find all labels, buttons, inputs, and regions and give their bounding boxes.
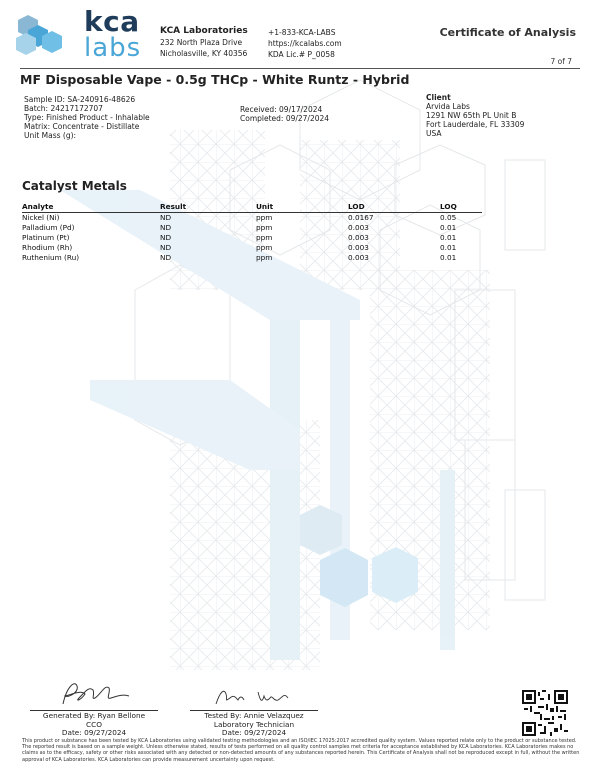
cell-loq: 0.01 — [440, 233, 457, 242]
client-country: USA — [426, 129, 442, 138]
client-address1: 1291 NW 65th PL Unit B — [426, 111, 517, 120]
received-date: Received: 09/17/2024 — [240, 105, 323, 114]
client-label: Client — [426, 93, 451, 102]
col-loq: LOQ — [440, 201, 482, 213]
lab-address-block — [160, 26, 248, 59]
signature-ryan-bellone — [55, 676, 135, 708]
cell-unit: ppm — [256, 223, 273, 232]
cell-unit: ppm — [256, 253, 273, 262]
logo-kca-text: kca — [84, 5, 140, 38]
footer-disclaimer: This product or substance has been tested by KCA Laboratories using validated testing methodologies and an ISO/IEC 17025:2017 accredited quality system. Values reported relate only to the product or substance tested. The reported result is based on a sample weight. Unless otherwise stated, results of tests performed on all quality control samples met criteria for acceptance established by KCA Laboratories. KCA Laboratories makes no claims as to the efficacy, safety or other risks associated with any detected or non-detected amounts of any substances reported herein. This Certificate of Analysis shall not be reproduced except in full, without the written approval of KCA Laboratories. KCA Laboratories can provide measurement uncertainty upon request. — [22, 738, 580, 763]
cell-result: ND — [160, 233, 172, 242]
client-address2: Fort Lauderdale, FL 33309 — [426, 120, 525, 129]
document-title: Certificate of Analysis — [439, 26, 576, 39]
cell-unit: ppm — [256, 213, 273, 222]
page-number: 7 of 7 — [550, 57, 572, 66]
catalyst-metals-table — [22, 201, 482, 263]
cell-loq: 0.01 — [440, 253, 457, 262]
lab-address-line1: 232 North Plaza Drive — [160, 38, 243, 47]
table-row — [22, 233, 482, 243]
generated-title: CCO — [86, 719, 102, 729]
product-title: MF Disposable Vape - 0.5g THCp - White Runtz - Hybrid — [20, 72, 410, 87]
cell-unit: ppm — [256, 233, 273, 242]
lab-website[interactable]: https://kcalabs.com — [268, 39, 342, 48]
lab-license: KDA Lic.# P_0058 — [268, 50, 335, 59]
tested-by: Tested By: Annie Velazquez — [204, 711, 304, 720]
cell-analyte: Nickel (Ni) — [22, 213, 60, 222]
lab-name: KCA Laboratories — [160, 26, 248, 36]
lab-address-line2: Nicholasville, KY 40356 — [160, 49, 248, 58]
completed-date: Completed: 09/27/2024 — [240, 114, 330, 123]
table-row — [22, 223, 482, 233]
cell-unit: ppm — [256, 243, 273, 252]
lab-contact-block — [268, 27, 342, 60]
cell-lod: 0.003 — [348, 233, 369, 242]
cell-result: ND — [160, 213, 172, 222]
tested-by-block — [182, 712, 326, 738]
signature-annie-velazquez — [212, 684, 302, 708]
generated-date: Date: 09/27/2024 — [61, 728, 127, 737]
header-divider — [20, 68, 580, 69]
cell-loq: 0.01 — [440, 243, 457, 252]
matrix: Matrix: Concentrate - Distillate — [24, 122, 140, 131]
tested-title: Laboratory Technician — [213, 719, 295, 729]
cell-result: ND — [160, 243, 172, 252]
catalyst-metals-title: Catalyst Metals — [22, 179, 127, 193]
kca-logo — [84, 5, 142, 63]
unit-mass: Unit Mass (g): — [24, 131, 77, 140]
sample-id: Sample ID: SA-240916-48626 — [24, 95, 136, 104]
generated-by-block — [22, 712, 166, 738]
col-result: Result — [160, 201, 256, 213]
cell-loq: 0.01 — [440, 223, 457, 232]
col-unit: Unit — [256, 201, 348, 213]
cell-analyte: Rhodium (Rh) — [22, 243, 73, 252]
qr-code[interactable] — [522, 690, 568, 736]
client-info — [426, 93, 524, 138]
cell-result: ND — [160, 223, 172, 232]
table-header-row — [22, 201, 482, 213]
sample-info — [24, 95, 150, 140]
sample-type: Type: Finished Product - Inhalable — [24, 113, 150, 122]
cell-result: ND — [160, 253, 172, 262]
client-name: Arvida Labs — [426, 102, 470, 111]
cell-analyte: Ruthenium (Ru) — [22, 253, 80, 262]
table-row — [22, 243, 482, 253]
tested-date: Date: 09/27/2024 — [221, 728, 287, 737]
generated-by: Generated By: Ryan Bellone — [42, 711, 146, 720]
kca-logo-cubes — [14, 12, 80, 64]
dates-info — [240, 105, 329, 123]
logo-labs-text: labs — [84, 33, 142, 63]
cell-loq: 0.05 — [440, 213, 457, 222]
cell-analyte: Platinum (Pt) — [22, 233, 70, 242]
col-lod: LOD — [348, 201, 440, 213]
cell-lod: 0.003 — [348, 223, 369, 232]
col-analyte: Analyte — [22, 201, 160, 213]
cell-lod: 0.0167 — [348, 213, 374, 222]
lab-phone: +1-833-KCA-LABS — [268, 28, 336, 37]
table-row — [22, 213, 482, 224]
table-row — [22, 253, 482, 263]
cell-lod: 0.003 — [348, 253, 369, 262]
batch: Batch: 24217172707 — [24, 104, 103, 113]
cell-analyte: Palladium (Pd) — [22, 223, 75, 232]
cell-lod: 0.003 — [348, 243, 369, 252]
